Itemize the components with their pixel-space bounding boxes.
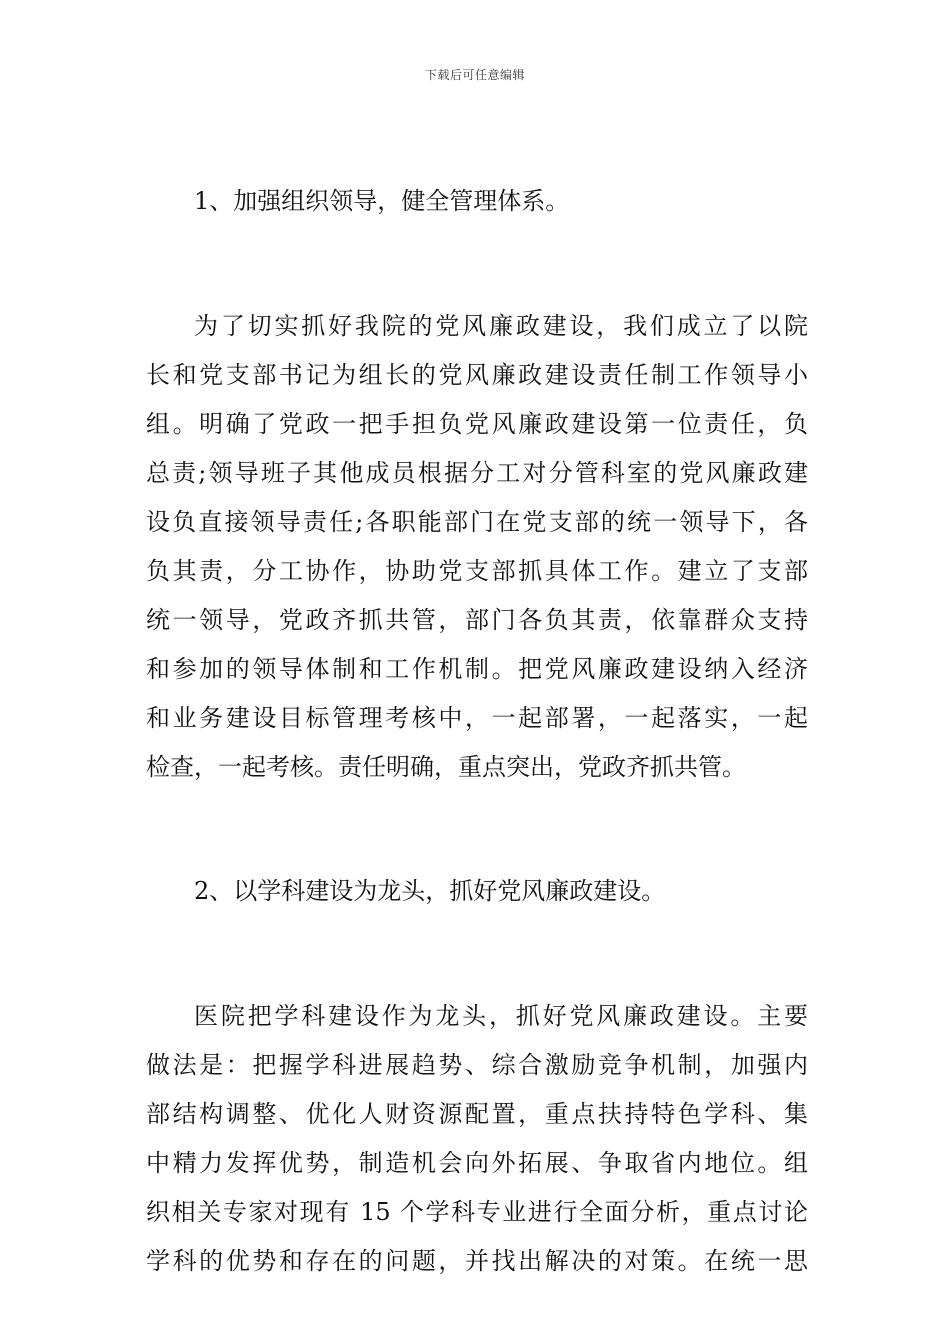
section-paragraph-2 <box>146 992 808 1286</box>
paragraph-line: 和参加的领导体制和工作机制。把党风廉政建设纳入经济 <box>146 655 808 683</box>
paragraph-line: 和业务建设目标管理考核中，一起部署，一起落实，一起 <box>146 704 808 732</box>
paragraph-line: 检查，一起考核。责任明确，重点突出，党政齐抓共管。 <box>146 753 746 781</box>
paragraph-line: 为了切实抓好我院的党风廉政建设，我们成立了以院 <box>194 312 808 340</box>
paragraph-line: 组。明确了党政一把手担负党风廉政建设第一位责任，负 <box>146 410 808 438</box>
paragraph-line: 设负直接领导责任;各职能部门在党支部的统一领导下，各 <box>146 508 808 536</box>
paragraph-line: 中精力发挥优势，制造机会向外拓展、争取省内地位。组 <box>146 1149 808 1177</box>
section-heading-2: 2、以学科建设为龙头，抓好党风廉政建设。 <box>194 877 666 905</box>
document-body <box>146 176 808 1286</box>
section-heading-1: 1、加强组织领导，健全管理体系。 <box>194 187 570 215</box>
paragraph-line: 医院把学科建设作为龙头，抓好党风廉政建设。主要 <box>194 1002 808 1030</box>
paragraph-line: 部结构调整、优化人财资源配置，重点扶持特色学科、集 <box>146 1100 808 1128</box>
header-note: 下载后可任意编辑 <box>424 68 525 82</box>
paragraph-line: 织相关专家对现有 15 个学科专业进行全面分析，重点讨论 <box>146 1198 808 1226</box>
paragraph-line: 负其责，分工协作，协助党支部抓具体工作。建立了支部 <box>146 557 808 585</box>
paragraph-line: 学科的优势和存在的问题，并找出解决的对策。在统一思 <box>146 1247 808 1275</box>
paragraph-line: 总责;领导班子其他成员根据分工对分管科室的党风廉政建 <box>146 459 808 487</box>
section-paragraph-1 <box>146 302 808 792</box>
paragraph-line: 统一领导，党政齐抓共管，部门各负其责，依靠群众支持 <box>146 606 808 634</box>
paragraph-line: 长和党支部书记为组长的党风廉政建设责任制工作领导小 <box>146 361 808 389</box>
paragraph-line: 做法是：把握学科进展趋势、综合激励竞争机制，加强内 <box>146 1051 808 1079</box>
